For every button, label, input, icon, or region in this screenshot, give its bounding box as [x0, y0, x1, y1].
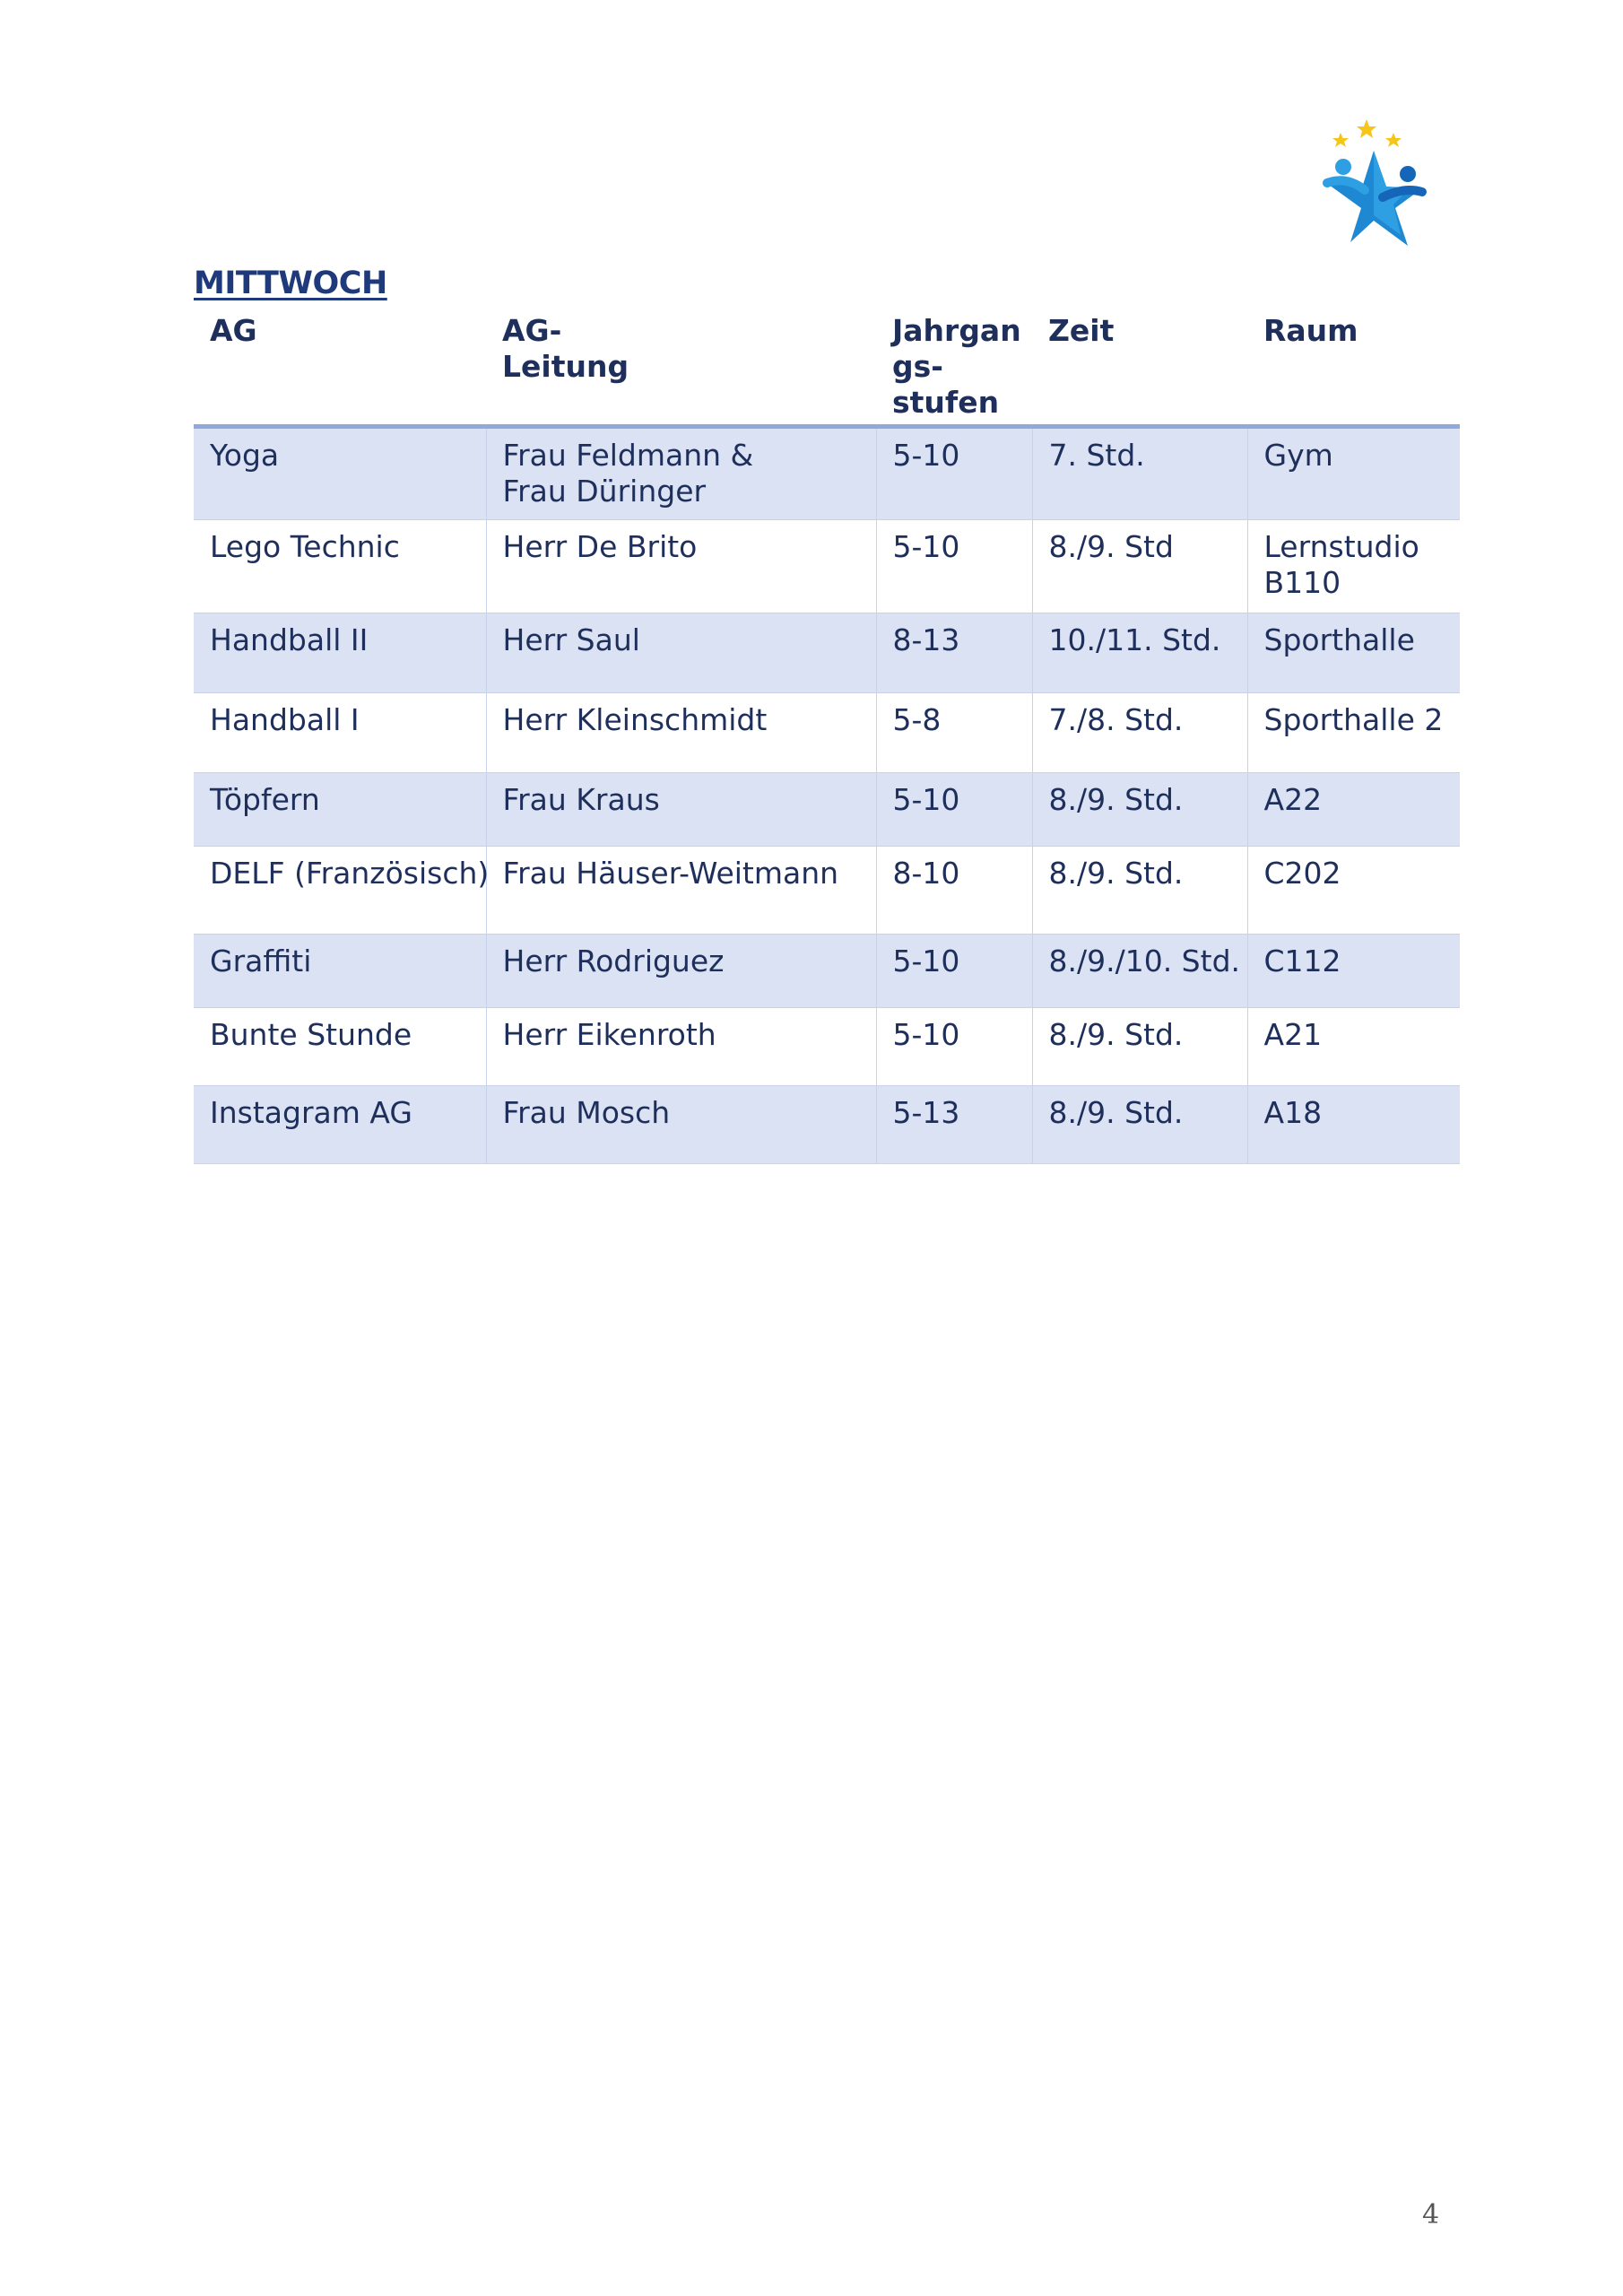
table-row: [194, 1008, 1460, 1086]
cell-zeit: 7./8. Std.: [1032, 693, 1247, 773]
header-zeit: Zeit: [1032, 308, 1247, 427]
table-row: [194, 427, 1460, 520]
cell-zeit: 8./9. Std.: [1032, 847, 1247, 935]
cell-ag: Graffiti: [194, 935, 486, 1008]
cell-jahrgang: 8-13: [876, 613, 1032, 693]
cell-ag: Töpfern: [194, 773, 486, 847]
cell-leitung: Herr Rodriguez: [486, 935, 876, 1008]
cell-ag: Bunte Stunde: [194, 1008, 486, 1086]
cell-ag: Yoga: [194, 427, 486, 520]
table-row: [194, 847, 1460, 935]
cell-ag: Instagram AG: [194, 1086, 486, 1164]
header-jahrgang: Jahrgan gs- stufen: [876, 308, 1032, 427]
header-ag: AG: [194, 308, 486, 427]
cell-raum: A18: [1247, 1086, 1460, 1164]
cell-ag: DELF (Französisch): [194, 847, 486, 935]
cell-zeit: 8./9. Std.: [1032, 1086, 1247, 1164]
cell-raum: Gym: [1247, 427, 1460, 520]
cell-raum: Sporthalle 2: [1247, 693, 1460, 773]
cell-leitung: Frau Kraus: [486, 773, 876, 847]
cell-ag: Lego Technic: [194, 520, 486, 613]
cell-zeit: 8./9. Std: [1032, 520, 1247, 613]
cell-jahrgang: 5-10: [876, 1008, 1032, 1086]
cell-jahrgang: 5-10: [876, 935, 1032, 1008]
header-raum: Raum: [1247, 308, 1460, 427]
cell-ag: Handball I: [194, 693, 486, 773]
cell-leitung: Frau Feldmann & Frau Düringer: [486, 427, 876, 520]
table-row: [194, 693, 1460, 773]
cell-leitung: Herr Saul: [486, 613, 876, 693]
cell-leitung: Frau Häuser-Weitmann: [486, 847, 876, 935]
table-row: [194, 935, 1460, 1008]
cell-zeit: 8./9./10. Std.: [1032, 935, 1247, 1008]
cell-jahrgang: 5-13: [876, 1086, 1032, 1164]
cell-ag: Handball II: [194, 613, 486, 693]
cell-jahrgang: 5-10: [876, 520, 1032, 613]
table-row: [194, 613, 1460, 693]
cell-raum: C112: [1247, 935, 1460, 1008]
table-row: [194, 773, 1460, 847]
table-row: [194, 1086, 1460, 1164]
cell-zeit: 8./9. Std.: [1032, 1008, 1247, 1086]
cell-jahrgang: 5-8: [876, 693, 1032, 773]
section-title: MITTWOCH: [194, 265, 387, 301]
cell-jahrgang: 5-10: [876, 773, 1032, 847]
header-leitung: AG- Leitung: [486, 308, 876, 427]
cell-raum: A22: [1247, 773, 1460, 847]
cell-leitung: Herr De Brito: [486, 520, 876, 613]
cell-leitung: Frau Mosch: [486, 1086, 876, 1164]
school-star-logo-icon: [1311, 115, 1436, 249]
page-number: 4: [1422, 2199, 1440, 2231]
cell-raum: Lernstudio B110: [1247, 520, 1460, 613]
ag-table: [194, 308, 1460, 1164]
cell-jahrgang: 8-10: [876, 847, 1032, 935]
cell-raum: Sporthalle: [1247, 613, 1460, 693]
cell-zeit: 8./9. Std.: [1032, 773, 1247, 847]
cell-zeit: 10./11. Std.: [1032, 613, 1247, 693]
table-row: [194, 520, 1460, 613]
cell-jahrgang: 5-10: [876, 427, 1032, 520]
cell-zeit: 7. Std.: [1032, 427, 1247, 520]
cell-raum: A21: [1247, 1008, 1460, 1086]
cell-leitung: Herr Kleinschmidt: [486, 693, 876, 773]
table-header-row: [194, 308, 1460, 427]
cell-raum: C202: [1247, 847, 1460, 935]
cell-leitung: Herr Eikenroth: [486, 1008, 876, 1086]
